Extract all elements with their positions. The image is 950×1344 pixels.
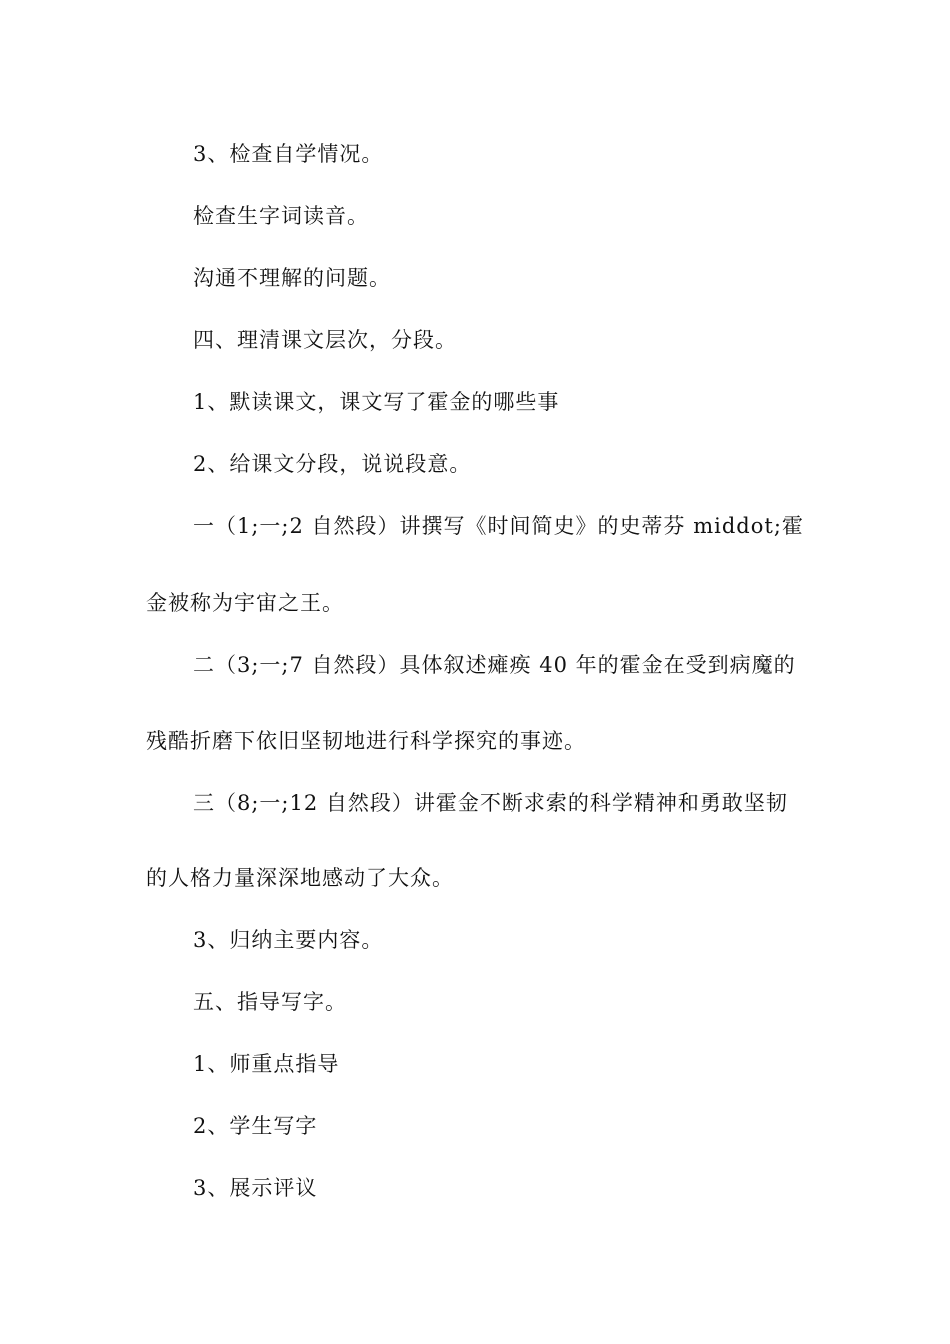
paragraph-3-line-1: 三（8;一;12 自然段）讲霍金不断求索的科学精神和勇敢坚韧 — [193, 791, 788, 815]
step-paragraph-division: 2、给课文分段，说说段意。 — [193, 452, 472, 476]
step-silent-reading: 1、默读课文，课文写了霍金的哪些事 — [193, 390, 560, 414]
paragraph-2-line-1: 二（3;一;7 自然段）具体叙述瘫痪 40 年的霍金在受到病魔的 — [193, 653, 796, 677]
step-teacher-guidance: 1、师重点指导 — [193, 1052, 340, 1076]
step-check-self-study: 3、检查自学情况。 — [193, 142, 384, 166]
step-display-review: 3、展示评议 — [193, 1176, 318, 1200]
section-heading-4: 四、理清课文层次，分段。 — [193, 328, 457, 352]
paragraph-1-line-2: 金被称为宇宙之王。 — [146, 591, 344, 615]
step-summarize: 3、归纳主要内容。 — [193, 928, 384, 952]
paragraph-1-line-1: 一（1;一;2 自然段）讲撰写《时间简史》的史蒂芬 middot;霍 — [193, 514, 804, 538]
paragraph-3-line-2: 的人格力量深深地感动了大众。 — [146, 866, 454, 890]
section-heading-5: 五、指导写字。 — [193, 990, 347, 1014]
step-student-writing: 2、学生写字 — [193, 1114, 318, 1138]
paragraph-2-line-2: 残酷折磨下依旧坚韧地进行科学探究的事迹。 — [146, 729, 586, 753]
discuss-questions: 沟通不理解的问题。 — [193, 266, 391, 290]
check-vocabulary: 检查生字词读音。 — [193, 204, 369, 228]
